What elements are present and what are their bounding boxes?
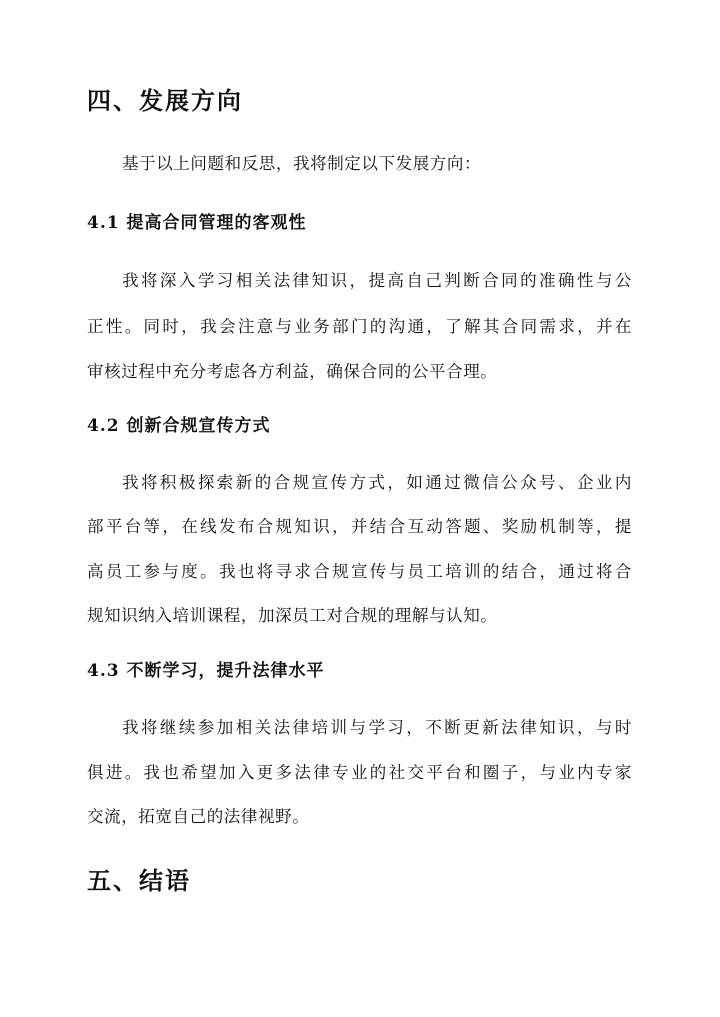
paragraph-4-1-line: 审核过程中充分考虑各方利益，确保合同的公平合理。 <box>87 362 498 381</box>
section-4-intro: 基于以上问题和反思，我将制定以下发展方向： <box>122 154 482 173</box>
paragraph-4-2-line: 规知识纳入培训课程，加深员工对合规的理解与认知。 <box>87 606 498 625</box>
paragraph-4-3-line: 俱进。我也希望加入更多法律专业的社交平台和圈子，与业内专家 <box>87 763 632 782</box>
paragraph-4-3-line: 我将继续参加相关法律培训与学习，不断更新法律知识，与时 <box>122 718 632 737</box>
paragraph-4-1-line: 正性。同时，我会注意与业务部门的沟通，了解其合同需求，并在 <box>87 317 632 336</box>
paragraph-4-3-line: 交流，拓宽自己的法律视野。 <box>87 807 310 826</box>
paragraph-4-2-line: 高员工参与度。我也将寻求合规宣传与员工培训的结合，通过将合 <box>87 562 632 581</box>
subsection-4-3-heading: 4.3 不断学习，提升法律水平 <box>87 661 325 681</box>
section-5-heading: 五、结语 <box>87 866 191 895</box>
subsection-4-1-heading: 4.1 提高合同管理的客观性 <box>87 213 307 233</box>
paragraph-4-2-line: 部平台等，在线发布合规知识，并结合互动答题、奖励机制等，提 <box>87 517 632 536</box>
section-4-heading: 四、发展方向 <box>87 86 243 115</box>
paragraph-4-1-line: 我将深入学习相关法律知识，提高自己判断合同的准确性与公 <box>122 271 632 290</box>
paragraph-4-2-line: 我将积极探索新的合规宣传方式，如通过微信公众号、企业内 <box>122 473 632 492</box>
subsection-4-2-heading: 4.2 创新合规宣传方式 <box>87 416 271 436</box>
